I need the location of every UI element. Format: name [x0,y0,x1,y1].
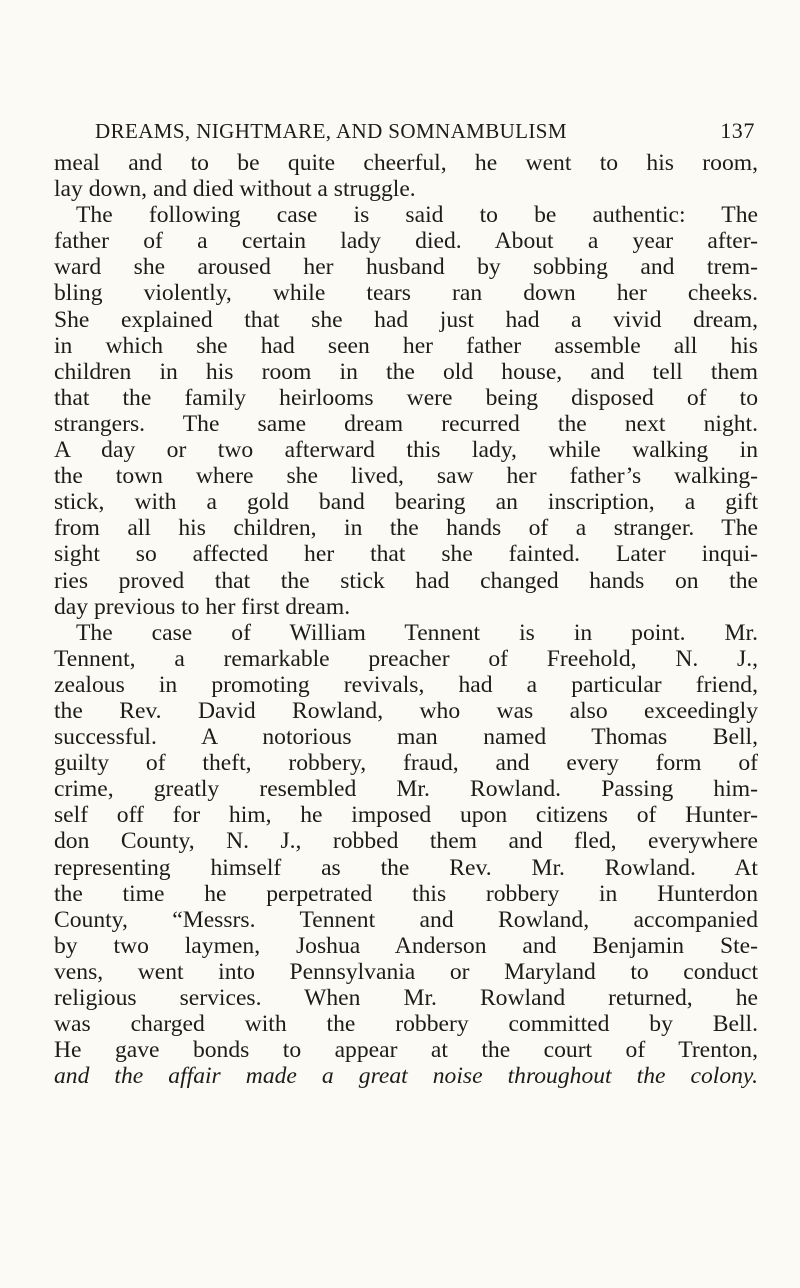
text-line: meal and to be quite cheerful, he went to his room, [54,150,758,176]
text-line: guilty of theft, robbery, fraud, and every form of [54,750,758,777]
text-line: zealous in promoting revivals, had a particular friend, [54,671,758,698]
text-line: ries proved that the stick had changed hands on the [54,567,758,594]
text-line: strangers. The same dream recurred the next night. [54,410,758,437]
text-line: in which she had seen her father assemble all his [54,332,758,359]
text-line: The case of William Tennent is in point. Mr. [76,619,758,646]
text-line: representing himself as the Rev. Mr. Rowland. At [54,854,758,881]
running-title: DREAMS, NIGHTMARE, AND SOMNAMBULISM [95,119,567,143]
text-line: from all his children, in the hands of a stranger. The [54,515,758,542]
text-line: ward she aroused her husband by sobbing and trem- [54,254,758,281]
running-head [95,118,755,144]
text-line: stick, with a gold band bearing an inscription, a gift [54,489,758,516]
text-line: The following case is said to be authentic: The [76,202,758,229]
text-line: day previous to her first dream. [54,593,351,620]
text-line: by two laymen, Joshua Anderson and Benjamin Ste- [54,932,758,959]
text-line: lay down, and died without a struggle. [54,176,416,203]
text-line: crime, greatly resembled Mr. Rowland. Passing him- [54,776,758,803]
text-line: Tennent, a remarkable preacher of Freehold, N. J., [54,645,758,672]
body-text [54,150,758,1089]
text-line: was charged with the robbery committed by Bell. [54,1011,758,1038]
text-line: children in his room in the old house, and tell them [54,358,758,385]
text-line: the Rev. David Rowland, who was also exceedingly [54,697,758,724]
text-line: A day or two afterward this lady, while walking in [54,437,758,464]
text-line: religious services. When Mr. Rowland returned, he [54,985,758,1011]
text-line: sight so affected her that she fainted. Later inqui- [54,541,758,568]
text-line-italic: and the affair made a great noise throughout the colony. [54,1063,758,1090]
text-line: vens, went into Pennsylvania or Maryland to conduct [54,958,758,985]
text-line: County, “Messrs. Tennent and Rowland, accompanied [54,906,758,933]
text-line: successful. A notorious man named Thomas Bell, [54,724,758,751]
text-line: self off for him, he imposed upon citizens of Hunter- [54,802,758,829]
text-line: the town where she lived, saw her father’s walking- [54,463,758,490]
text-line: She explained that she had just had a vivid dream, [54,306,758,333]
text-line: He gave bonds to appear at the court of Trenton, [54,1037,758,1064]
text-line: that the family heirlooms were being disposed of to [54,384,758,411]
text-line: don County, N. J., robbed them and fled, everywhere [54,828,758,855]
page-number: 137 [720,118,755,143]
text-line: the time he perpetrated this robbery in Hunterdon [54,880,758,907]
text-line: father of a certain lady died. About a year after- [54,228,758,255]
text-line: bling violently, while tears ran down her cheeks. [54,280,758,307]
